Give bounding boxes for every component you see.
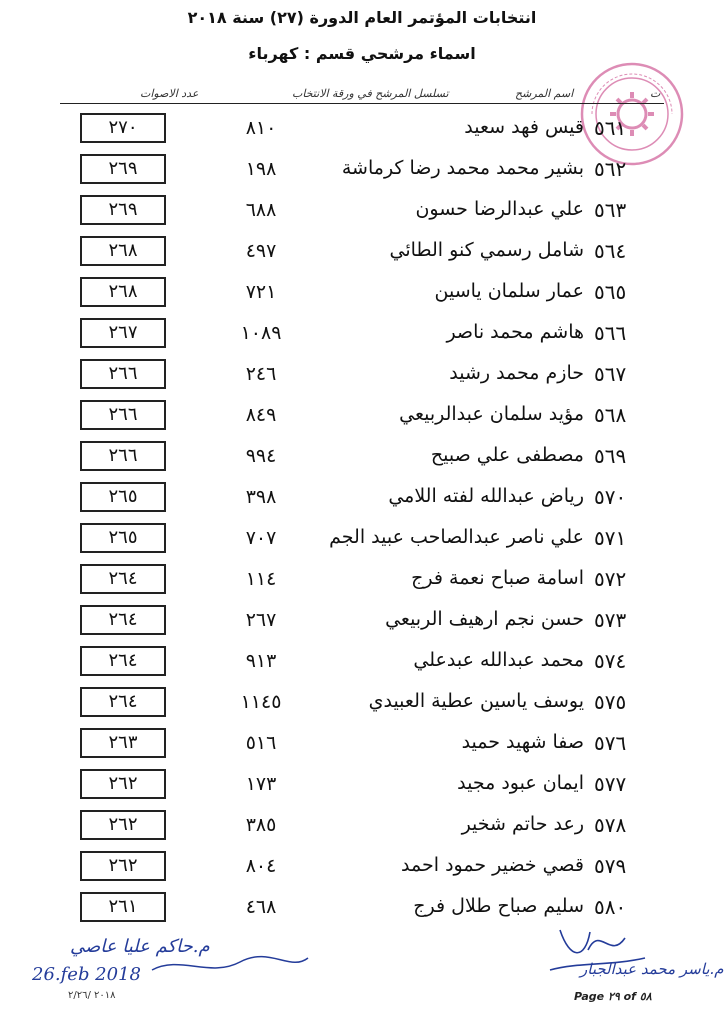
ballot-serial: ٢٦٧: [245, 609, 277, 631]
vote-count-box: ٢٦٤: [80, 646, 166, 676]
row-number: ٥٦١: [594, 116, 627, 140]
vote-count-box: ٢٦٦: [80, 359, 166, 389]
ballot-serial: ١١٤: [245, 568, 277, 590]
table-row: [0, 766, 724, 808]
candidate-name: هاشم محمد ناصر: [446, 321, 584, 343]
ballot-serial: ٨١٠: [245, 117, 277, 139]
candidate-name: قصي خضير حمود احمد: [401, 854, 584, 876]
table-row: [0, 192, 724, 234]
row-number: ٥٦٥: [594, 280, 627, 304]
candidate-name: محمد عبدالله عبدعلي: [413, 649, 584, 671]
candidate-name: علي ناصر عبدالصاحب عبيد الجم: [329, 526, 584, 548]
candidate-name: رعد حاتم شخير: [461, 813, 584, 835]
row-number: ٥٧٤: [594, 649, 627, 673]
vote-count-box: ٢٦٢: [80, 810, 166, 840]
row-number: ٥٧٠: [594, 485, 627, 509]
row-number: ٥٦٩: [594, 444, 627, 468]
table-row: [0, 602, 724, 644]
table-row: [0, 848, 724, 890]
ballot-serial: ٦٨٨: [245, 199, 277, 221]
candidate-name: حازم محمد رشيد: [449, 362, 584, 384]
vote-count-box: ٢٦٧: [80, 318, 166, 348]
ballot-serial: ١١٤٥: [240, 691, 282, 713]
row-number: ٥٧٣: [594, 608, 627, 632]
row-number: ٥٨٠: [594, 895, 627, 919]
candidate-name: مؤيد سلمان عبدالربيعي: [399, 403, 584, 425]
candidate-name: قيس فهد سعيد: [464, 116, 584, 138]
candidate-name: اسامة صباح نعمة فرج: [411, 567, 584, 589]
ballot-serial: ٥١٦: [245, 732, 277, 754]
candidate-name: علي عبدالرضا حسون: [415, 198, 584, 220]
vote-count-box: ٢٦٥: [80, 482, 166, 512]
column-header-name: اسم المرشح: [515, 87, 574, 100]
ballot-serial: ٧٠٧: [245, 527, 277, 549]
vote-count-box: ٢٦٦: [80, 400, 166, 430]
ballot-serial: ٤٩٧: [245, 240, 277, 262]
vote-count-box: ٢٦٤: [80, 605, 166, 635]
table-row: [0, 684, 724, 726]
table-header: [60, 85, 664, 104]
table-row: [0, 438, 724, 480]
signature-right-name: م.ياسر محمد عبدالجبار: [580, 960, 724, 978]
candidate-name: بشير محمد محمد رضا كرماشة: [341, 157, 584, 179]
vote-count-box: ٢٦٨: [80, 236, 166, 266]
row-number: ٥٦٤: [594, 239, 627, 263]
table-row: [0, 233, 724, 275]
ballot-serial: ١٧٣: [245, 773, 277, 795]
ballot-serial: ١٠٨٩: [240, 322, 282, 344]
vote-count-box: ٢٦٣: [80, 728, 166, 758]
vote-count-box: ٢٦٩: [80, 154, 166, 184]
vote-count-box: ٢٦٦: [80, 441, 166, 471]
candidate-name: سليم صباح طلال فرج: [413, 895, 584, 917]
table-row: [0, 274, 724, 316]
ballot-serial: ١٩٨: [245, 158, 277, 180]
document-subtitle: اسماء مرشحي قسم : كهرباء: [248, 44, 476, 63]
column-header-votes: عدد الاصوات: [140, 87, 199, 100]
table-row: [0, 520, 724, 562]
ballot-serial: ٩٩٤: [245, 445, 277, 467]
row-number: ٥٦٧: [594, 362, 627, 386]
vote-count-box: ٢٦٢: [80, 769, 166, 799]
row-number: ٥٧٩: [594, 854, 627, 878]
candidate-name: مصطفى علي صبيح: [430, 444, 584, 466]
vote-count-box: ٢٦٩: [80, 195, 166, 225]
signature-left-small-date: ٢٠١٨ /٢/٢٦: [68, 990, 116, 1001]
ballot-serial: ٩١٣: [245, 650, 277, 672]
table-row: [0, 397, 724, 439]
candidate-name: صفا شهيد حميد: [461, 731, 584, 753]
ballot-serial: ٣٩٨: [245, 486, 277, 508]
table-row: [0, 561, 724, 603]
page-number: Page ٢٩ of ٥٨: [574, 990, 652, 1003]
candidate-name: حسن نجم ارهيف الربيعي: [385, 608, 584, 630]
column-header-serial: تسلسل المرشح في ورقة الانتخاب: [292, 87, 449, 100]
vote-count-box: ٢٦٤: [80, 564, 166, 594]
table-row: [0, 315, 724, 357]
candidate-name: شامل رسمي كنو الطائي: [389, 239, 584, 261]
candidate-name: عمار سلمان ياسين: [434, 280, 584, 302]
row-number: ٥٧٨: [594, 813, 627, 837]
table-row: [0, 356, 724, 398]
candidate-name: رياض عبدالله لفته اللامي: [388, 485, 584, 507]
signature-scribble: [150, 950, 310, 980]
vote-count-box: ٢٧٠: [80, 113, 166, 143]
vote-count-box: ٢٦٨: [80, 277, 166, 307]
table-row: [0, 151, 724, 193]
ballot-serial: ٢٤٦: [245, 363, 277, 385]
table-row: [0, 643, 724, 685]
candidate-name: ايمان عبود مجيد: [457, 772, 584, 794]
row-number: ٥٦٦: [594, 321, 627, 345]
ballot-serial: ٨٠٤: [245, 855, 277, 877]
row-number: ٥٦٢: [594, 157, 627, 181]
row-number: ٥٧٥: [594, 690, 627, 714]
row-number: ٥٧٢: [594, 567, 627, 591]
signature-left-date: 26.feb 2018: [32, 964, 141, 985]
signature-left-name: م.حاكم عليا عاصي: [70, 936, 210, 957]
vote-count-box: ٢٦٢: [80, 851, 166, 881]
row-number: ٥٦٣: [594, 198, 627, 222]
table-row: [0, 807, 724, 849]
table-row: [0, 479, 724, 521]
ballot-serial: ٣٨٥: [245, 814, 277, 836]
ballot-serial: ٧٢١: [245, 281, 277, 303]
column-header-number: ت: [650, 87, 661, 100]
vote-count-box: ٢٦٥: [80, 523, 166, 553]
vote-count-box: ٢٦١: [80, 892, 166, 922]
row-number: ٥٧٧: [594, 772, 627, 796]
table-row: [0, 110, 724, 152]
document-title: انتخابات المؤتمر العام الدورة (٢٧) سنة ٢٠١٨: [187, 8, 537, 27]
row-number: ٥٧١: [594, 526, 627, 550]
ballot-serial: ٨٤٩: [245, 404, 277, 426]
ballot-serial: ٤٦٨: [245, 896, 277, 918]
vote-count-box: ٢٦٤: [80, 687, 166, 717]
row-number: ٥٧٦: [594, 731, 627, 755]
table-row: [0, 725, 724, 767]
row-number: ٥٦٨: [594, 403, 627, 427]
candidate-name: يوسف ياسين عطية العبيدي: [368, 690, 584, 712]
